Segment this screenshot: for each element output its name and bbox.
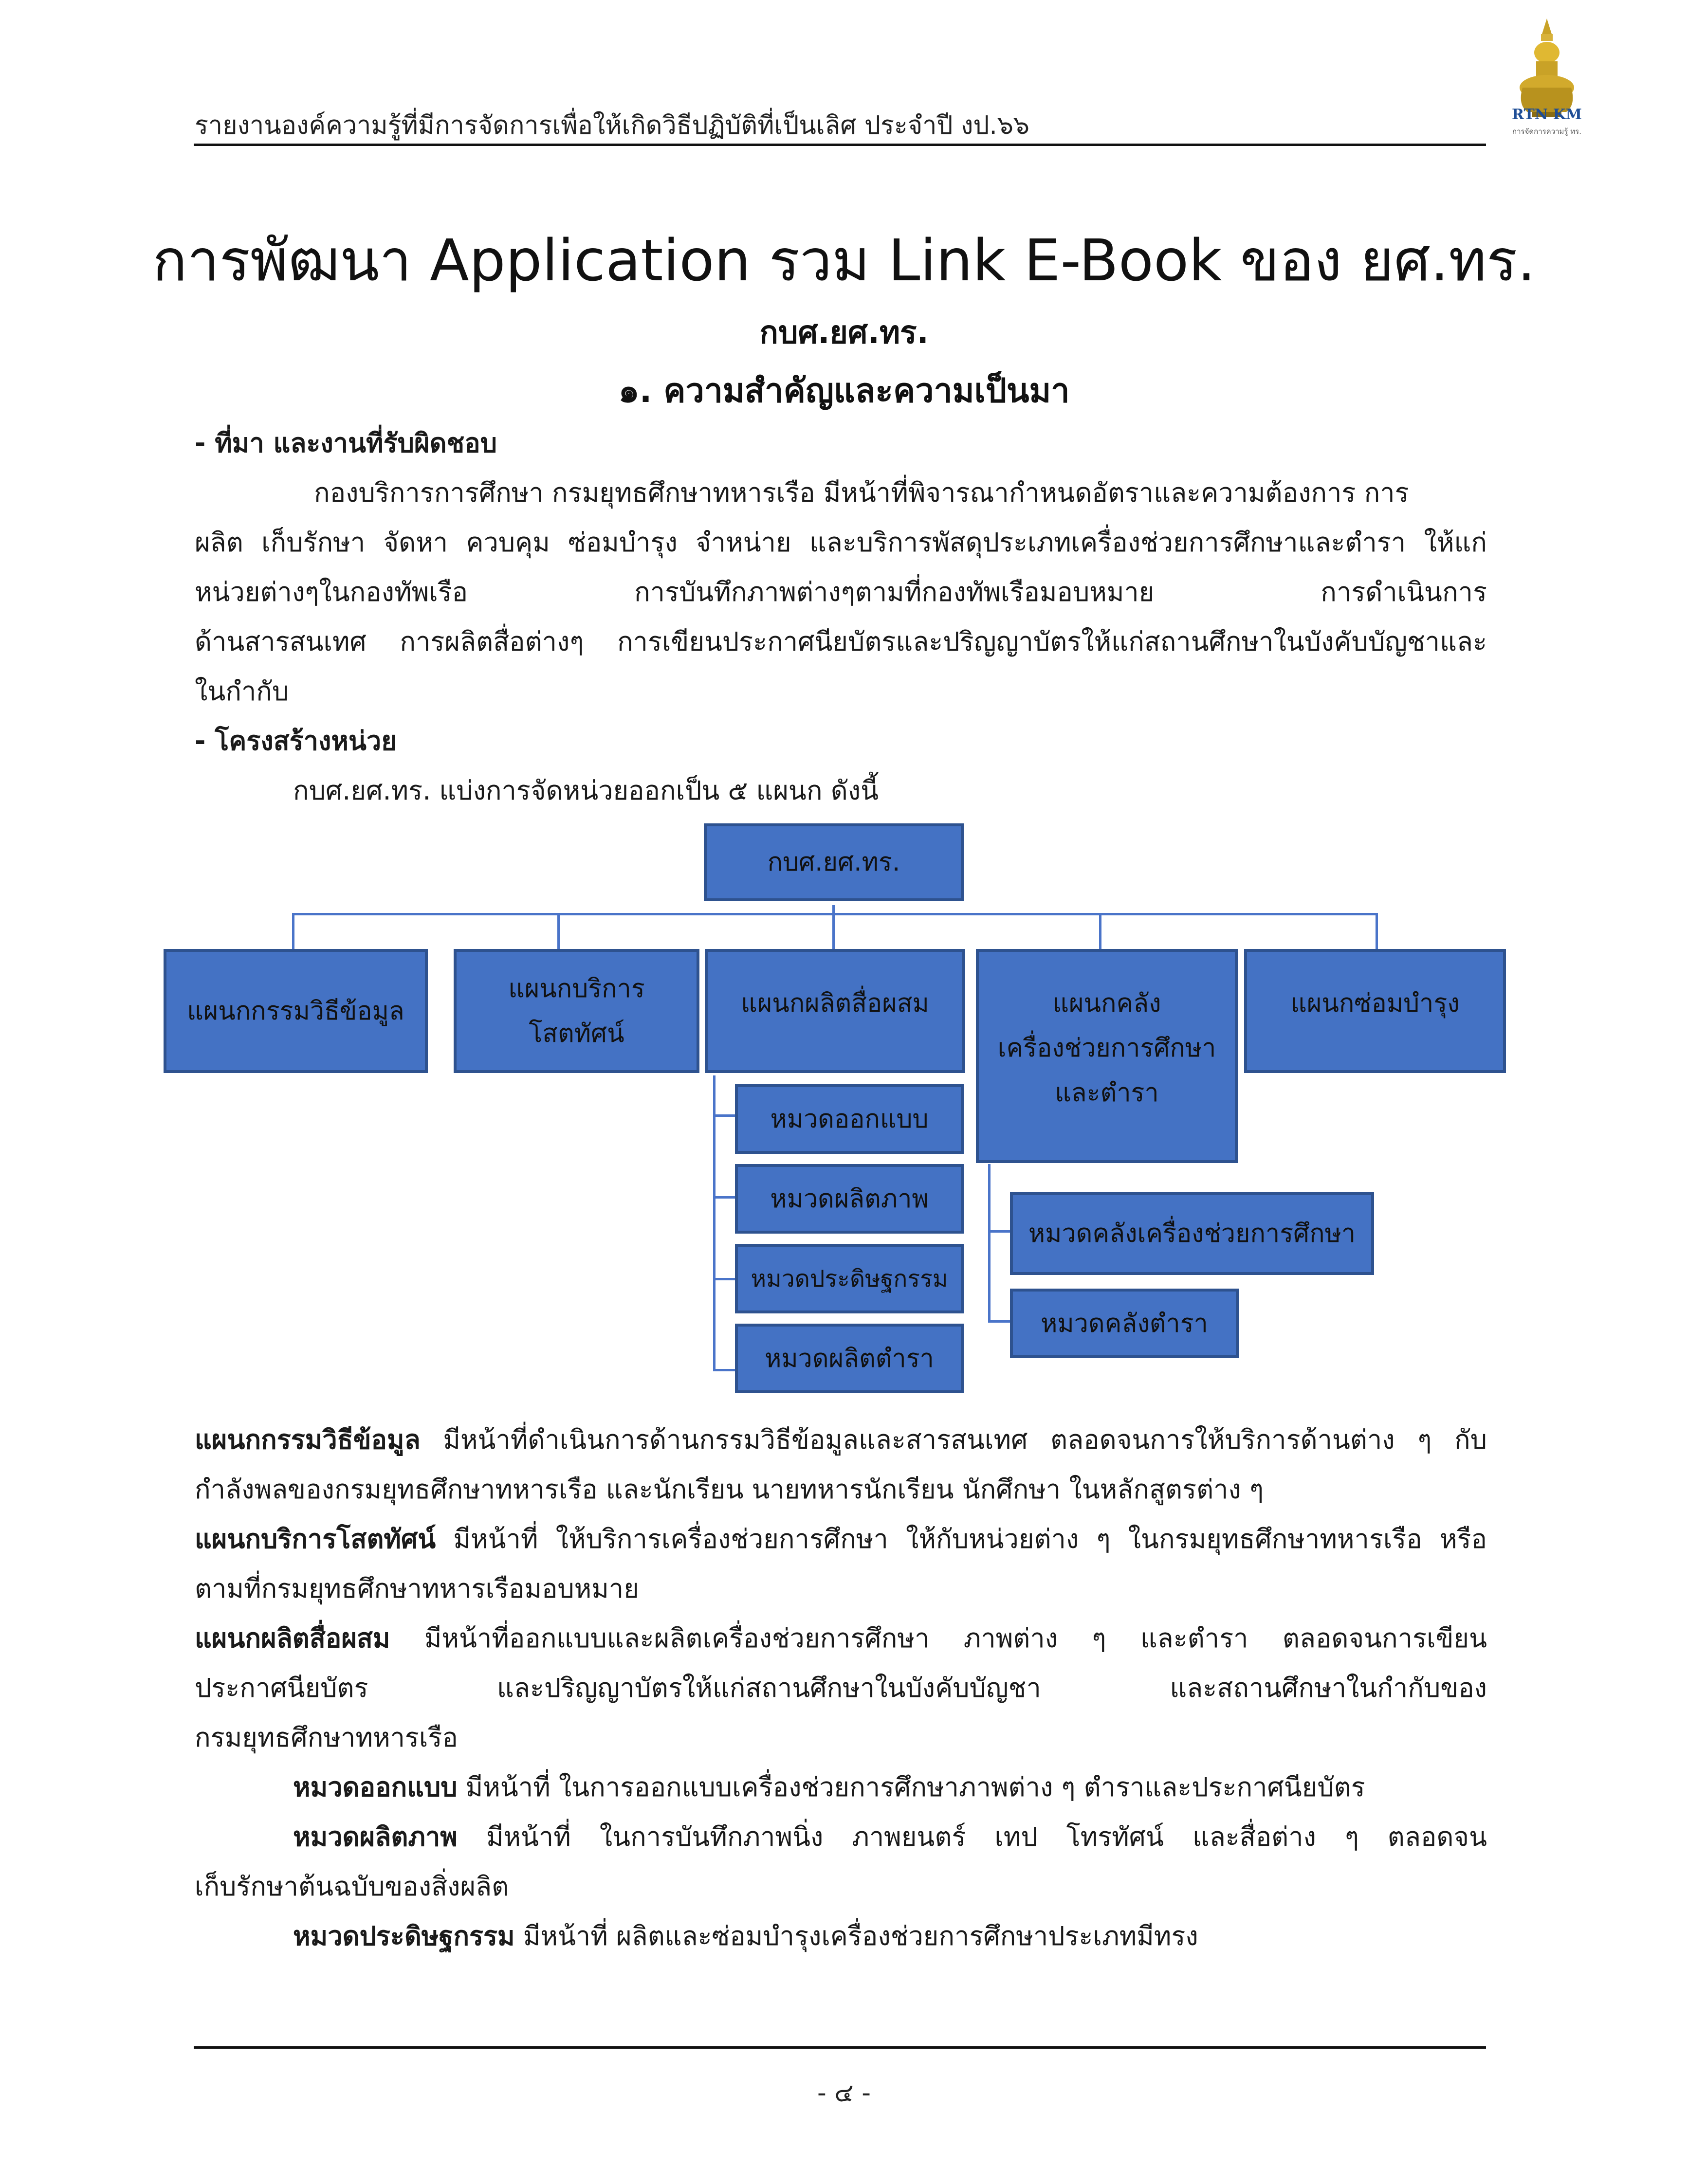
connector-drop-4 [1099, 913, 1101, 949]
unit-label: หมวดประดิษฐกรรม [751, 1265, 948, 1292]
connector-unit-5 [988, 1230, 1010, 1233]
dept-box-maintenance [1244, 949, 1506, 1073]
connector-unit-6 [988, 1320, 1010, 1323]
dept-label: แผนกซ่อมบำรุง [1290, 989, 1460, 1018]
dept-box-audiovisual [454, 949, 699, 1073]
background-line-2: ผลิต เก็บรักษา จัดหา ควบคุม ซ่อมบำรุง จำหน่าย และบริการพัสดุประเภทเครื่องช่วยการศึกษาและตำรา ให้แก่ [195, 527, 1487, 558]
background-line-1: กองบริการการศึกษา กรมยุทธศึกษาทหารเรือ มีหน้าที่พิจารณากำหนดอัตราและความต้องการ การ [314, 477, 1409, 508]
structure-heading: - โครงสร้างหน่วย [195, 726, 397, 756]
dept-label-line-1: แผนกคลัง [1052, 989, 1161, 1018]
org-root-box [704, 823, 964, 901]
dept-box-multimedia [705, 949, 965, 1073]
dept-label-line-1: แผนกบริการ [508, 974, 645, 1003]
desc-text: มีหน้าที่ ผลิตและซ่อมบำรุงเครื่องช่วยการศึกษาประเภทมีทรง [514, 1921, 1198, 1951]
unit-label: หมวดผลิตตำรา [765, 1344, 934, 1373]
unit-box-textbook [735, 1324, 964, 1393]
dept-label: แผนกผลิตสื่อผสม [741, 989, 929, 1018]
desc-term: หมวดประดิษฐกรรม [293, 1921, 515, 1951]
connector-store-units-spine [988, 1164, 991, 1323]
connector-media-units-spine [713, 1075, 716, 1371]
unit-label: หมวดคลังเครื่องช่วยการศึกษา [1028, 1219, 1356, 1248]
unit-label: หมวดออกแบบ [770, 1104, 929, 1134]
desc-fabrication-line-1 [293, 1911, 1198, 1961]
unit-box-fabrication [735, 1244, 964, 1313]
dept-label-line-2: เครื่องช่วยการศึกษา [997, 1034, 1216, 1063]
organization-name: กบศ.ยศ.ทร. [759, 315, 929, 351]
desc-multimedia-line-2: ประกาศนียบัตร และปริญญาบัตรให้แก่สถานศึกษาในบังคับบัญชา และสถานศึกษาในกำกับของ [195, 1673, 1487, 1703]
dept-label-line-2: โสตทัศน์ [529, 1019, 624, 1048]
unit-box-aid-store [1010, 1192, 1374, 1275]
dept-label: แผนกกรรมวิธีข้อมูล [187, 996, 404, 1026]
desc-text: มีหน้าที่ดำเนินการด้านกรรมวิธีข้อมูลและสารสนเทศ ตลอดจนการให้บริการด้านต่าง ๆ กับ [420, 1424, 1487, 1455]
structure-intro: กบศ.ยศ.ทร. แบ่งการจัดหน่วยออกเป็น ๕ แผนก ดังนี้ [293, 775, 879, 806]
connector-drop-2 [557, 913, 560, 949]
dept-label-line-3: และตำรา [1055, 1078, 1159, 1108]
desc-text: มีหน้าที่ออกแบบและผลิตเครื่องช่วยการศึกษา ภาพต่าง ๆ และตำรา ตลอดจนการเขียน [390, 1623, 1487, 1654]
page-number: - ๔ - [817, 2078, 871, 2108]
logo-subtext: การจัดการความรู้ ทร. [1512, 127, 1581, 136]
desc-text: มีหน้าที่ ให้บริการเครื่องช่วยการศึกษา ให้กับหน่วยต่าง ๆ ในกรมยุทธศึกษาทหารเรือ หรือ [436, 1524, 1487, 1554]
connector-unit-3 [713, 1278, 735, 1280]
desc-text: มีหน้าที่ ในการบันทึกภาพนิ่ง ภาพยนตร์ เทป โทรทัศน์ และสื่อต่าง ๆ ตลอดจน [457, 1821, 1487, 1852]
background-line-5: ในกำกับ [195, 676, 289, 707]
org-root-label: กบศ.ยศ.ทร. [767, 848, 900, 877]
background-line-4: ด้านสารสนเทศ การผลิตสื่อต่างๆ การเขียนประกาศนียบัตรและปริญญาบัตรให้แก่สถานศึกษาในบังคับบัญชาและ [195, 626, 1487, 657]
desc-term: หมวดออกแบบ [293, 1772, 458, 1802]
header-divider [194, 144, 1486, 146]
desc-data-processing-line-1 [195, 1415, 1487, 1465]
desc-data-processing-line-2: กำลังพลของกรมยุทธศึกษาทหารเรือ และนักเรียน นายทหารนักเรียน นักศึกษา ในหลักสูตรต่าง ๆ [195, 1474, 1264, 1505]
dept-box-data-processing [164, 949, 428, 1073]
unit-label: หมวดคลังตำรา [1041, 1309, 1208, 1338]
desc-photo-line-1 [293, 1812, 1487, 1862]
desc-photo-line-2: เก็บรักษาต้นฉบับของสิ่งผลิต [195, 1871, 509, 1902]
document-title: การพัฒนา Application รวม Link E-Book ของ ยศ.ทร. [152, 227, 1536, 294]
connector-unit-2 [713, 1196, 735, 1199]
desc-audiovisual-line-1 [195, 1514, 1487, 1564]
connector-drop-1 [292, 913, 294, 949]
unit-label: หมวดผลิตภาพ [770, 1184, 929, 1214]
connector-horizontal-bus [292, 913, 1378, 915]
footer-divider [194, 2046, 1486, 2049]
background-heading: - ที่มา และงานที่รับผิดชอบ [195, 428, 497, 458]
unit-box-book-store [1010, 1289, 1239, 1358]
background-line-3: หน่วยต่างๆในกองทัพเรือ การบันทึกภาพต่างๆตามที่กองทัพเรือมอบหมาย การดำเนินการ [195, 577, 1487, 607]
report-header-title: รายงานองค์ความรู้ที่มีการจัดการเพื่อให้เกิดวิธีปฏิบัติที่เป็นเลิศ ประจำปี งป.๖๖ [195, 111, 1029, 140]
connector-unit-1 [713, 1114, 735, 1117]
desc-text: มีหน้าที่ ในการออกแบบเครื่องช่วยการศึกษาภาพต่าง ๆ ตำราและประกาศนียบัตร [457, 1772, 1365, 1802]
logo-text: RTN KM [1512, 106, 1582, 123]
desc-multimedia-line-3: กรมยุทธศึกษาทหารเรือ [195, 1722, 458, 1753]
desc-term: แผนกบริการโสตทัศน์ [195, 1524, 436, 1554]
connector-drop-3 [832, 913, 835, 949]
unit-box-design [735, 1084, 964, 1154]
desc-term: แผนกผลิตสื่อผสม [195, 1623, 390, 1654]
desc-term: หมวดผลิตภาพ [293, 1821, 458, 1852]
dept-box-store [976, 949, 1238, 1163]
desc-term: แผนกกรรมวิธีข้อมูล [195, 1424, 421, 1455]
desc-design-line-1 [293, 1763, 1365, 1812]
desc-multimedia-line-1 [195, 1614, 1487, 1663]
connector-drop-5 [1376, 913, 1378, 949]
connector-unit-4 [713, 1369, 735, 1371]
unit-box-photo [735, 1164, 964, 1234]
section-heading: ๑. ความสำคัญและความเป็นมา [618, 372, 1070, 410]
desc-audiovisual-line-2: ตามที่กรมยุทธศึกษาทหารเรือมอบหมาย [195, 1573, 639, 1604]
